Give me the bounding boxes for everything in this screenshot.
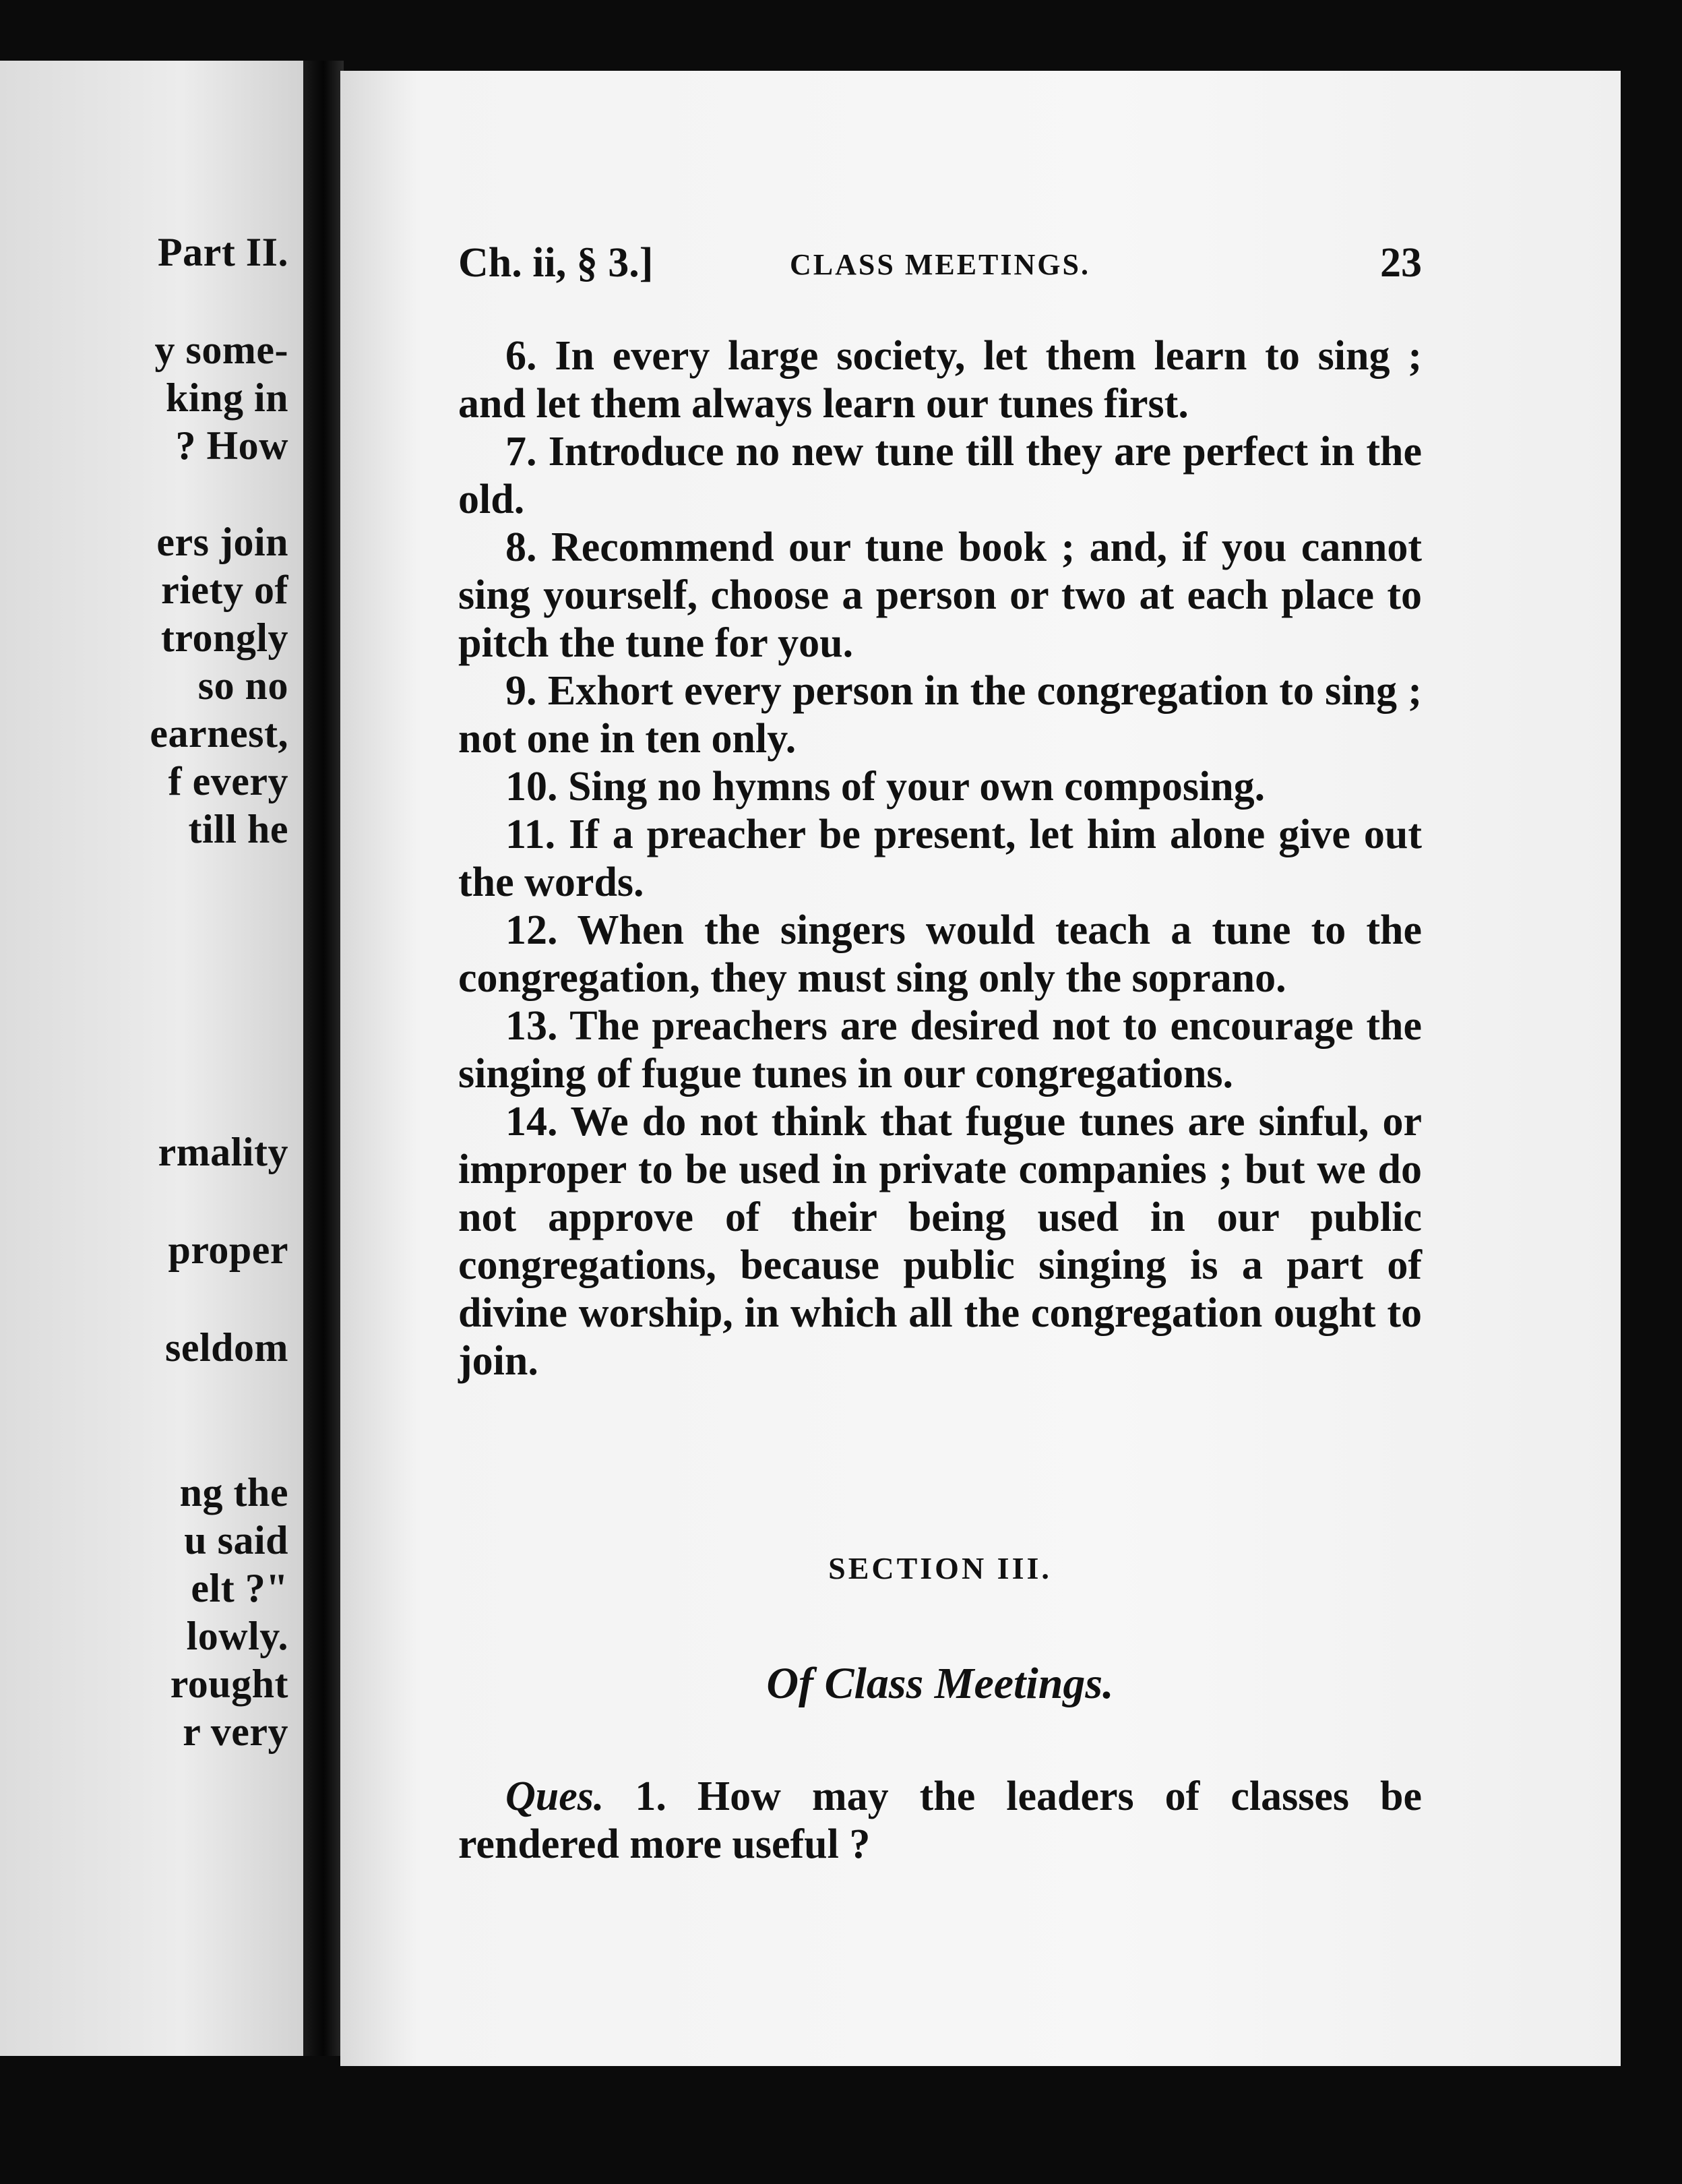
facing-page-fragment	[0, 61, 303, 2056]
body-text	[458, 332, 1422, 1385]
facing-page-line: so no	[197, 663, 288, 708]
paragraph: 7. Introduce no new tune till they are perfect in the old.	[458, 429, 1422, 522]
paragraph: 14. We do not think that fugue tunes are sinful, or improper to be used in private companies ; but we do not approve of their being used in our public congregations, because public singing is a part of divine worship, in which all the congregation ought to join.	[458, 1099, 1422, 1384]
facing-page-line: rought	[170, 1662, 288, 1706]
section-heading: SECTION III.	[828, 1551, 1052, 1585]
paragraph: 6. In every large society, let them learn to sing ; and let them always learn our tunes first.	[458, 333, 1422, 427]
facing-page-line: ers join	[156, 520, 288, 564]
facing-page-line: u said	[184, 1518, 288, 1563]
facing-page-line: y some-	[154, 328, 288, 372]
facing-page-line: rmality	[158, 1130, 288, 1174]
book-gutter	[303, 61, 344, 2056]
section-subtitle: Of Class Meetings.	[766, 1659, 1114, 1708]
chapter-reference: Ch. ii, § 3.]	[458, 240, 654, 286]
facing-page-line: riety of	[161, 568, 288, 612]
facing-page-line: elt ?"	[191, 1566, 288, 1610]
facing-page-line: f every	[168, 759, 288, 803]
facing-page-line: trongly	[160, 615, 288, 660]
facing-page-line: king in	[166, 375, 288, 420]
facing-page-line: lowly.	[186, 1614, 288, 1658]
facing-page-line: r very	[183, 1709, 288, 1754]
paragraph: 9. Exhort every person in the congregation to sing ; not one in ten only.	[458, 668, 1422, 762]
question-text: 1. How may the leaders of classes be rendered more useful ?	[458, 1773, 1422, 1867]
question-label: Ques.	[505, 1773, 604, 1819]
page	[340, 71, 1621, 2066]
facing-page-line: till he	[188, 807, 288, 851]
running-title: CLASS MEETINGS.	[789, 248, 1090, 281]
paragraph: 8. Recommend our tune book ; and, if you cannot sing yourself, choose a person or two at each place to pitch the tune for you.	[458, 524, 1422, 666]
facing-page-line: Part II.	[158, 230, 288, 274]
paragraph: 10. Sing no hymns of your own composing.	[505, 764, 1266, 810]
facing-page-line: seldom	[165, 1325, 288, 1370]
facing-page-line: proper	[168, 1227, 288, 1272]
running-head	[458, 239, 1422, 300]
facing-page-line: ng the	[179, 1470, 288, 1515]
facing-page-line: ? How	[175, 423, 288, 468]
paragraph: 13. The preachers are desired not to encourage the singing of fugue tunes in our congregations.	[458, 1003, 1422, 1097]
page-number: 23	[1380, 240, 1422, 286]
facing-page-line: earnest,	[150, 711, 288, 756]
question-paragraph	[458, 1773, 1422, 1869]
question-block	[458, 1773, 1422, 1869]
paragraph: 11. If a preacher be present, let him alone give out the words.	[458, 812, 1422, 905]
paragraph: 12. When the singers would teach a tune to the congregation, they must sing only the soprano.	[458, 907, 1422, 1001]
